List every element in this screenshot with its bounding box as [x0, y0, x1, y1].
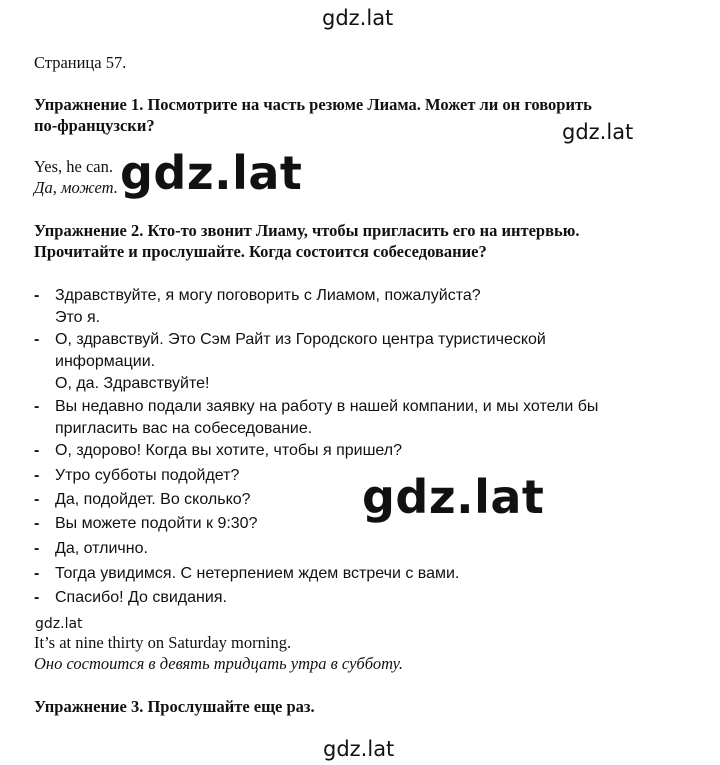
exercise-1-title: [34, 94, 592, 136]
dialogue-line: Вы можете подойти к 9:30?: [55, 515, 258, 532]
exercise-2-title: [34, 220, 579, 262]
exercise-2-title-line2: Прочитайте и прослушайте. Когда состоится собеседование?: [34, 242, 487, 261]
dash-bullet: -: [34, 442, 40, 459]
dash-bullet: -: [34, 540, 40, 557]
watermark-right: gdz.lat: [562, 120, 634, 144]
dialogue-line: Утро субботы подойдет?: [55, 467, 240, 484]
dialogue-line: Вы недавно подали заявку на работу в нашей компании, и мы хотели бы: [55, 398, 599, 415]
dash-bullet: -: [34, 467, 40, 484]
exercise-1-title-line1: Упражнение 1. Посмотрите на часть резюме Лиама. Может ли он говорить: [34, 95, 592, 114]
exercise-1-answer-en: Yes, he can.: [34, 157, 113, 176]
dialogue-line: О, да. Здравствуйте!: [55, 375, 210, 392]
dialogue-line: Да, подойдет. Во сколько?: [55, 491, 251, 508]
watermark-bottom: gdz.lat: [323, 737, 395, 761]
watermark-big-2: gdz.lat: [362, 470, 545, 524]
exercise-1-answer-ru: Да, может.: [34, 178, 118, 197]
dash-bullet: -: [34, 565, 40, 582]
exercise-1-title-line2: по-французски?: [34, 116, 155, 135]
dialogue-line: О, здравствуй. Это Сэм Райт из Городского центра туристической: [55, 331, 546, 348]
page-label: Страница 57.: [34, 53, 127, 72]
exercise-2-title-line1: Упражнение 2. Кто-то звонит Лиаму, чтобы пригласить его на интервью.: [34, 221, 580, 240]
dialogue-line: Здравствуйте, я могу поговорить с Лиамом, пожалуйста?: [55, 287, 481, 304]
dialogue-line: информации.: [55, 353, 156, 370]
exercise-2-answer-en: It’s at nine thirty on Saturday morning.: [34, 633, 292, 652]
dialogue-line: О, здорово! Когда вы хотите, чтобы я пришел?: [55, 442, 403, 459]
dialogue-line: Это я.: [55, 309, 101, 326]
dialogue-line: Тогда увидимся. С нетерпением ждем встречи с вами.: [55, 565, 460, 582]
dash-bullet: -: [34, 331, 40, 348]
dialogue-line: Да, отлично.: [55, 540, 148, 557]
dialogue-line: пригласить вас на собеседование.: [55, 420, 313, 437]
exercise-2-answer-ru: Оно состоится в девять тридцать утра в субботу.: [34, 654, 403, 673]
exercise-3-title: Упражнение 3. Прослушайте еще раз.: [34, 697, 315, 716]
watermark-small: gdz.lat: [35, 616, 83, 632]
dash-bullet: -: [34, 589, 40, 606]
watermark-top: gdz.lat: [322, 6, 394, 30]
dash-bullet: -: [34, 491, 40, 508]
dash-bullet: -: [34, 398, 40, 415]
watermark-big-1: gdz.lat: [120, 146, 303, 200]
dash-bullet: -: [34, 287, 40, 304]
dialogue-line: Спасибо! До свидания.: [55, 589, 227, 606]
dash-bullet: -: [34, 515, 40, 532]
